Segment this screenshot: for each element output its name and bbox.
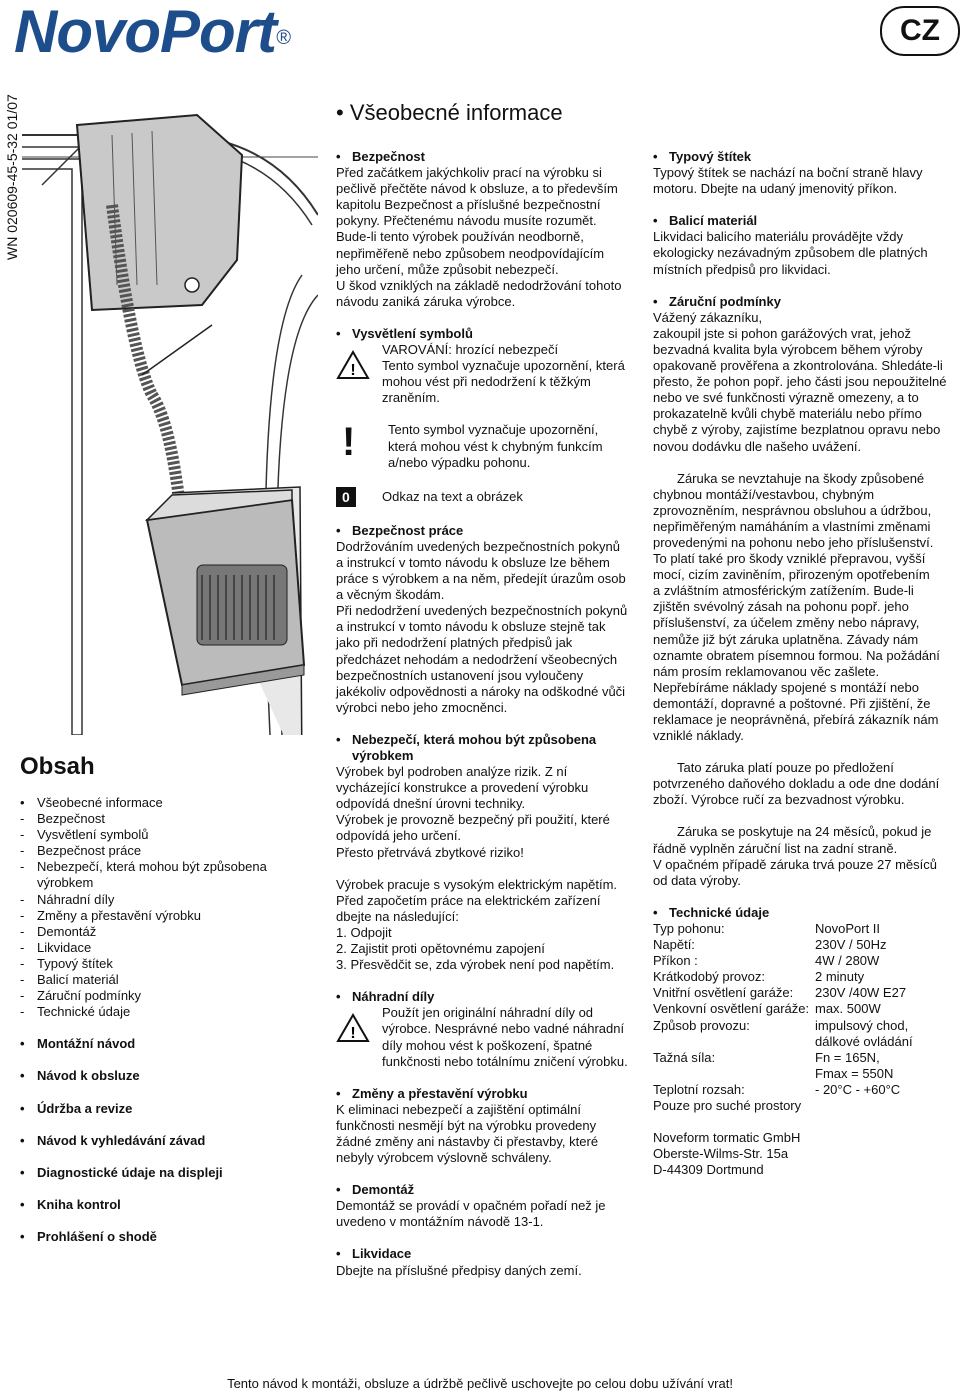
modifications-heading: • Změny a přestavění výrobku (336, 1085, 528, 1101)
toc-item[interactable]: - Demontáž (20, 923, 97, 939)
disposal-heading: • Likvidace (336, 1246, 412, 1262)
toc-chapter[interactable]: • Kniha kontrol (20, 1196, 121, 1212)
toc-title: Obsah (20, 753, 95, 780)
caution-exclamation-icon: ! (342, 420, 356, 465)
reference-symbol-row: 0 Odkaz na text a obrázek (336, 487, 638, 507)
address: Noveform tormatic GmbH (653, 1130, 801, 1146)
toc-item[interactable]: výrobkem (37, 875, 94, 891)
language-badge: CZ (880, 6, 960, 56)
work-safety-heading: • Bezpečnost práce (336, 522, 464, 538)
toc-item[interactable]: • Všeobecné informace (20, 795, 163, 810)
packaging-heading: • Balicí materiál (653, 213, 758, 229)
table-of-contents (20, 795, 320, 1245)
toc-item[interactable]: - Vysvětlení symbolů (20, 827, 149, 843)
warning-triangle-icon (336, 342, 382, 384)
toc-item[interactable]: - Bezpečnost práce (20, 843, 142, 859)
warning-triangle-icon (336, 1005, 382, 1047)
warranty-heading: • Záruční podmínky (653, 293, 781, 309)
caution-symbol-row: ! Tento symbol vyznačuje upozornění, která mohou vést k chybným funkcím a/nebo výpadku pohonu. (336, 422, 638, 470)
symbols-heading: • Vysvětlení symbolů (336, 325, 473, 341)
toc-chapter[interactable]: • Návod k vyhledávání závad (20, 1132, 206, 1148)
toc-item[interactable]: - Typový štítek (20, 955, 113, 971)
toc-item[interactable]: - Záruční podmínky (20, 988, 142, 1004)
toc-item[interactable]: - Technické údaje (20, 1004, 131, 1020)
nameplate-heading: • Typový štítek (653, 149, 752, 164)
svg-text:!: ! (350, 1025, 356, 1043)
toc-item[interactable]: - Balicí materiál (20, 972, 119, 988)
footer-note: Tento návod k montáži, obsluze a údržbě pečlivě uschovejte po celou dobu užívání vrat! (227, 1376, 733, 1391)
drive-illustration (22, 95, 318, 735)
toc-item[interactable]: - Náhradní díly (20, 891, 115, 907)
svg-text:!: ! (350, 362, 356, 380)
document-code: WN 020609-45-5-32 01/07 (4, 94, 20, 260)
toc-chapter[interactable]: • Návod k obsluze (20, 1068, 140, 1084)
middle-column: • Bezpečnost Před začátkem jakýchkoliv prací na výrobku si pečlivě přečtěte návod k obsluze, a to především kapitolu Bezpečnost a příslušné bezpečnostní pokyny. Přečtenému návodu musíte rozumět. Bude-li tento výrobek používán neodborně, nepřiměřeně nebo způsobem neodpovídajícím jeho určení, může způsobit nebezpečí. U škod vzniklých na základě nedodržování tohoto návodu zaniká záruka výrobce. • Vysvětlení symbolů ! VAROVÁNÍ: hrozící nebezpečí Tento symbol vyznačuje upozornění, která mohou vést při nedodržení k těžkým zraněním. ! Tento symbol vyznačuje upozornění, která mohou vést k chybným funkcím a/nebo výpadku pohonu. 0 Odkaz na text a obrázek • Bezpečnost práce Dodržováním uvedených bezpečnostních pokynů a instrukcí v tomto návodu k obsluze lze během práce s výrobkem a na něm, předejít úrazům osob a věcným škodám. Při nedodržení uvedených bezpečnostních pokynů a instrukcí v tomto návodu k obsluze stejně tak jako při nedodržení platných předpisů jak předcházet nehodám a nedodržení všeobecných bezpečnostních ustanovení jsou vyloučeny jakékoliv odpovědnosti a nároky na odškodné vůči výrobci nebo jeho zmocněnci. • Nebezpečí, která mohou být způsobena výrobkem Výrobek byl podroben analýze rizik. Z ní vycházející konstrukce a provedení výrobku odpovídá dnešní úrovni techniky. Výrobek je provozně bezpečný při použití, které odpovídá jeho určení. Přesto přetrvává zbytkové riziko! Výrobek pracuje s vysokým elektrickým napětím. Před započetím práce na elektrickém zařízení dbejte na následující: 1. Odpojit 2. Zajistit proti opětovnému zapojení 3. Přesvědčit se, zda výrobek není pod napětím. • Náhradní díly ! Použít jen originální náhradní díly od výrobce. Nesprávné nebo vadné náhradní díly mohou vést k poškození, špatné funkčnosti nebo totálnímu zničení výrobku. • Změny a přestavění výrobku K eliminaci nebezpečí a zajištění optimální funkčnosti nesmějí být na výrobku provedeny žádné změny ani nástavby či přestavby, které nebyly výrobcem výslovně schváleny. • Demontáž Demontáž se provádí v opačném pořadí než je uvedeno v montážním návodě 13-1. • Likvidace Dbejte na příslušné předpisy daných zemí. (336, 149, 638, 1279)
brand-logo: NovoPort® (14, 0, 290, 65)
disassembly-heading: • Demontáž (336, 1182, 415, 1198)
section-title: • Všeobecné informace (336, 100, 563, 125)
spare-parts-heading: • Náhradní díly (336, 989, 435, 1005)
toc-chapter[interactable]: • Údržba a revize (20, 1100, 133, 1116)
toc-chapter[interactable]: • Prohlášení o shodě (20, 1228, 157, 1244)
warning-symbol-row: ! VAROVÁNÍ: hrozící nebezpečí Tento symbol vyznačuje upozornění, která mohou vést při nedodržení k těžkým zraněním. (336, 342, 638, 406)
hazards-heading: • Nebezpečí, která mohou být způsobena výrobkem (336, 731, 597, 763)
toc-item[interactable]: - Likvidace (20, 939, 92, 955)
toc-item[interactable]: - Nebezpečí, která mohou být způsobena (20, 859, 267, 875)
toc-chapter[interactable]: • Montážní návod (20, 1036, 136, 1052)
tech-heading: • Technické údaje (653, 904, 770, 920)
safety-heading: • Bezpečnost (336, 149, 425, 164)
toc-item[interactable]: - Změny a přestavění výrobku (20, 907, 202, 923)
tech-specs-table: Typ pohonu: NovoPort II Napětí: 230V / 50Hz Příkon : 4W / 280W Krátkodobý provoz: 2 minuty Vnitřní osvětlení garáže: 230V /40W E27 Venkovní osvětlení garáže: max. 500W Způsob provozu: impulsový chod, dálkové ovládání Tažná síla: Fn = 165N, Fmax = 550N Teplotní rozsah: - 20°C - +60°C (653, 920, 913, 1097)
spare-parts-warning: ! Použít jen originální náhradní díly od výrobce. Nesprávné nebo vadné náhradní díly mohou vést k poškození, špatné funkčnosti nebo totálnímu zničení výrobku. (336, 1005, 638, 1069)
toc-item[interactable]: - Bezpečnost (20, 811, 105, 827)
reference-zero-icon: 0 (336, 487, 356, 507)
toc-chapter[interactable]: • Diagnostické údaje na displeji (20, 1164, 223, 1180)
right-column: • Typový štítek Typový štítek se nachází na boční straně hlavy motoru. Dbejte na udaný jmenovitý příkon. • Balicí materiál Likvidaci balicího materiálu provádějte vždy ekologicky nezávadným způsobem dle platných místních předpisů pro likvidaci. • Záruční podmínky Vážený zákazníku, zakoupil jste si pohon garážových vrat, jehož bezvadná kvalita byla výrobcem během výroby opakovaně prověřena a zkontrolována. Shledáte-li přesto, že pohon popř. jeho části jsou nepoužitelné nebo ve své funkčnosti výrazně omezeny, a to prokazatelně kvůli chybě materiálu nebo přímo chybě z výroby, zajistíme bezplatnou opravu nebo novou dodávku dle našeho uvážení. Záruka se nevztahuje na škody způsobené chybnou montáží/vestavbou, chybným zprovozněním, nesprávnou obsluhou a údržbou, nepřiměřeným namáháním a vlastními změnami provedenými na pohonu nebo jeho příslušenství. To platí také pro škody vzniklé přepravou, vyšší mocí, cizím zaviněním, přirozeným opotřebením a zvláštním atmosférickým zatížením. Bude-li zjištěn svévolný zásah na pohonu popř. jeho příslušenství, za účelem změny nebo nápravy, nemůže již být záruka uplatněna. Závady nám oznamte obratem písemnou formou. Na požádání nám prosím reklamovanou věc zašlete. Nepřebíráme náklady spojené s montáží nebo demontáží, dopravné a poštovné. Při zjištění, že reklamace je neoprávněná, přebírá zákazník nám vzniklé náklady. Tato záruka platí pouze po předložení potvrzeného daňového dokladu a ode dne dodání zboží. Výrobce ručí za bezvadnost výrobku. Záruka se poskytuje na 24 měsíců, pokud je řádně vyplněn záruční list na zadní straně. V opačném případě záruka trvá pouze 27 měsíců od data výroby. • Technické údaje Typ pohonu: NovoPort II Napětí: 230V / 50Hz Příkon : 4W / 280W Krátkodobý provoz: 2 minuty Vnitřní osvětlení garáže: 230V /40W E27 Venkovní osvětlení garáže: max. 500W Způsob provozu: impulsový chod, dálkové ovládání Tažná síla: Fn = 165N, Fmax = 550N Teplotní rozsah: - 20°C - +60°C Pouze pro suché prostory Noveform tormatic GmbH Oberste-Wilms-Str. 15a D-44309 Dortmund (653, 149, 958, 1178)
